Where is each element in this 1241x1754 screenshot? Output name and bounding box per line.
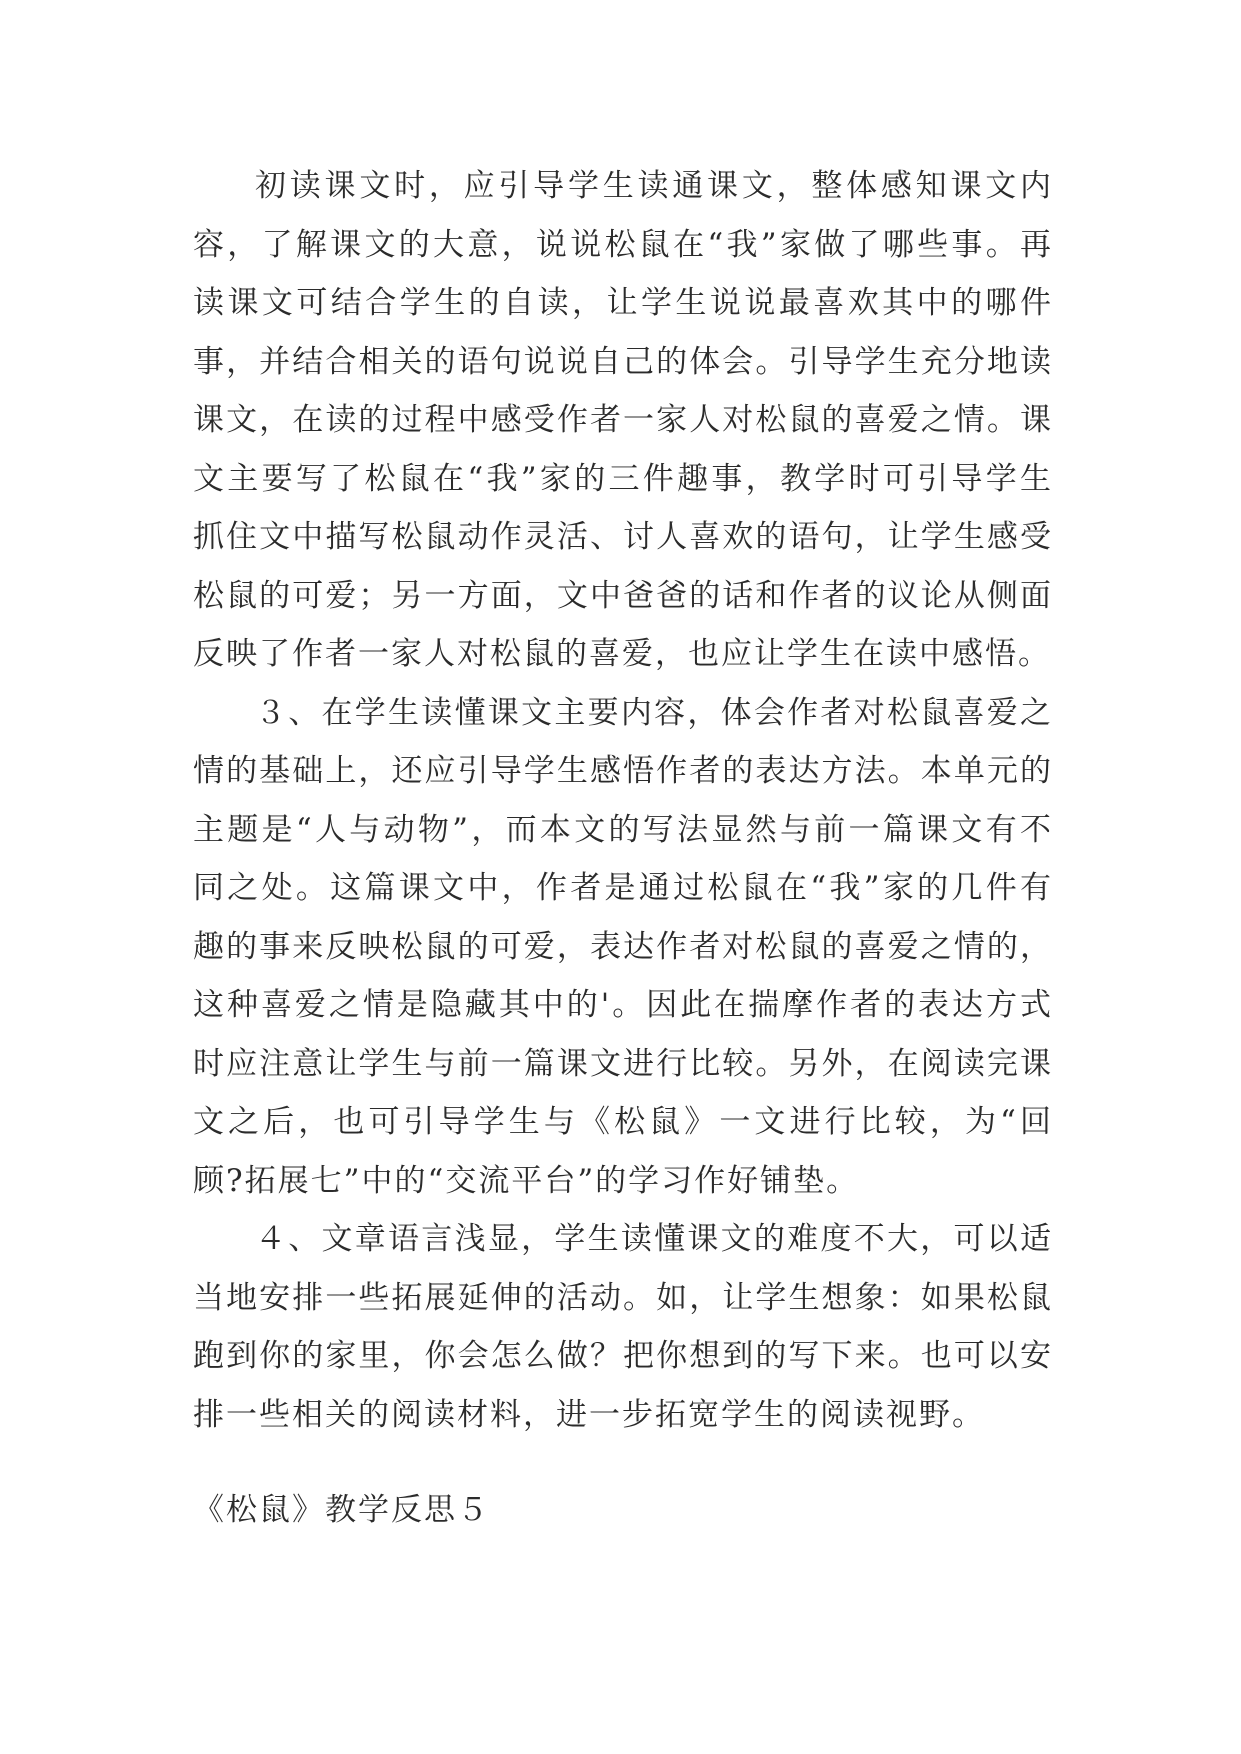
document-body — [193, 157, 1053, 1444]
paragraph-point-4: ４、文章语言浅显，学生读懂课文的难度不大，可以适当地安排一些拓展延伸的活动。如，让学生想象：如果松鼠跑到你的家里，你会怎么做？把你想到的写下来。也可以安排一些相关的阅读材料，进一步拓宽学生的阅读视野。 — [193, 1221, 1053, 1433]
paragraph-point-3: ３、在学生读懂课文主要内容，体会作者对松鼠喜爱之情的基础上，还应引导学生感悟作者的表达方法。本单元的主题是“人与动物”，而本文的写法显然与前一篇课文有不同之处。这篇课文中，作者是通过松鼠在“我”家的几件有趣的事来反映松鼠的可爱，表达作者对松鼠的喜爱之情的，这种喜爱之情是隐藏其中的'。因此在揣摩作者的表达方式时应注意让学生与前一篇课文进行比较。另外，在阅读完课文之后，也可引导学生与《松鼠》一文进行比较，为“回顾?拓展七”中的“交流平台”的学习作好铺垫。 — [193, 694, 1053, 1199]
paragraph-reading-guidance: 初读课文时，应引导学生读通课文，整体感知课文内容，了解课文的大意，说说松鼠在“我”家做了哪些事。再读课文可结合学生的自读，让学生说说最喜欢其中的哪件事，并结合相关的语句说说自己的体会。引导学生充分地读课文，在读的过程中感受作者一家人对松鼠的喜爱之情。课文主要写了松鼠在“我”家的三件趣事，教学时可引导学生抓住文中描写松鼠动作灵活、讨人喜欢的语句，让学生感受松鼠的可爱；另一方面，文中爸爸的话和作者的议论从侧面反映了作者一家人对松鼠的喜爱，也应让学生在读中感悟。 — [193, 168, 1053, 672]
section-heading: 《松鼠》教学反思５ — [193, 1492, 490, 1528]
